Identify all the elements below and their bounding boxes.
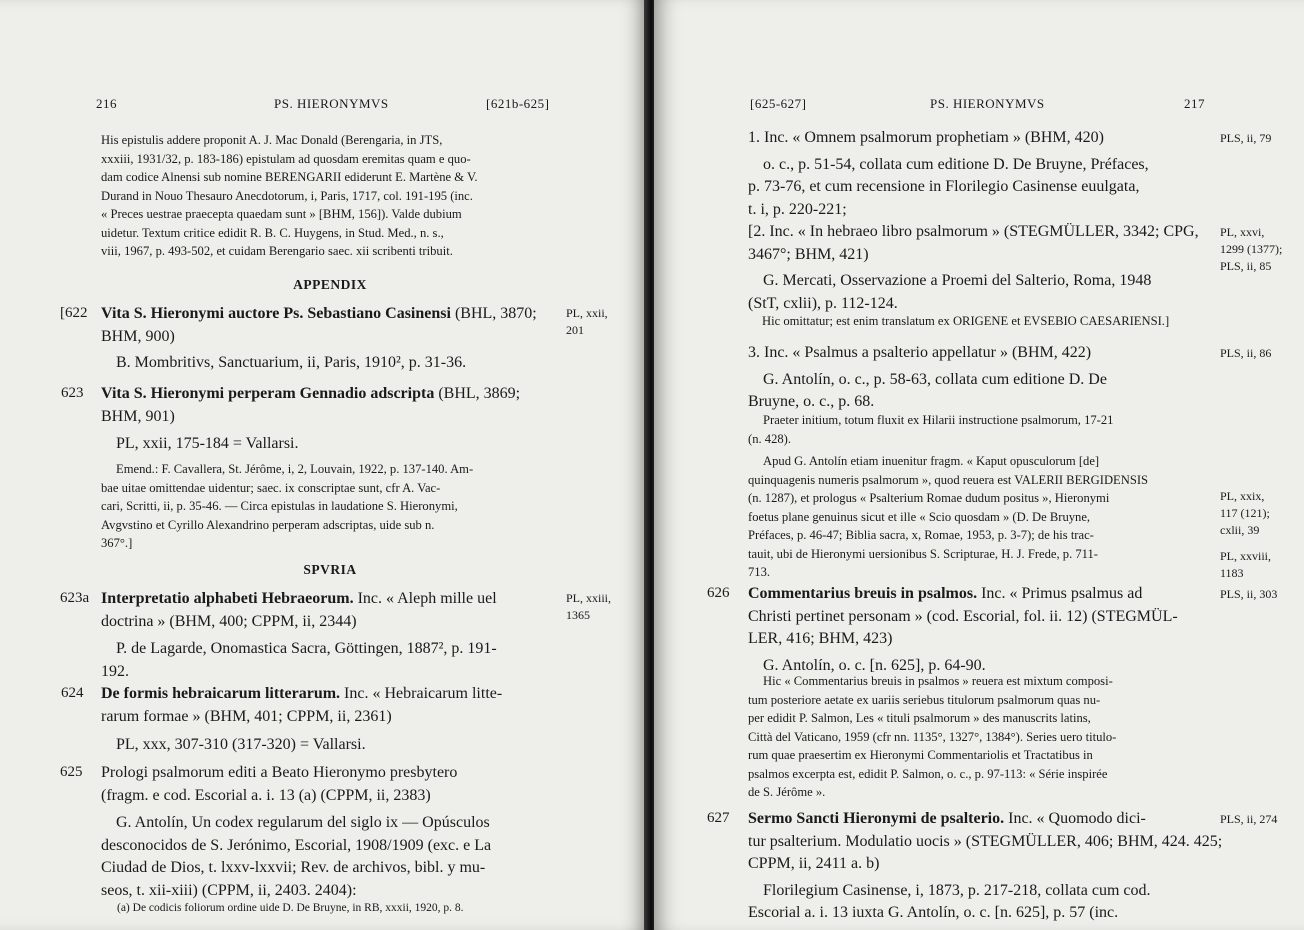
entry-reference: Escorial a. i. 13 iuxta G. Antolín, o. c. [n. 625], p. 57 (inc.: [748, 904, 1119, 921]
entry-title-line: BHM, 900): [101, 327, 175, 345]
intro-paragraph: [101, 131, 478, 261]
margin-note-626: PLS, ii, 303: [1220, 587, 1278, 601]
text-line: G. Antolín, o. c., p. 58-63, collata cum editione D. De: [763, 370, 1107, 388]
entry-626: [748, 583, 1178, 677]
entry-title-line: BHM, 901): [101, 407, 175, 425]
entry-title-line: (fragm. e cod. Escorial a. i. 13 (a) (CPPM, ii, 2383): [101, 786, 431, 804]
psalm-prologue-3: [748, 342, 1107, 414]
entry-title-line: Vita S. Hieronymi perperam Gennadio adscripta (BHL, 3869;: [101, 385, 521, 402]
text-line: (n. 428).: [748, 431, 792, 446]
entry-reference: Florilegium Casinense, i, 1873, p. 217-218, collata cum cod.: [763, 881, 1151, 899]
margin-line: 117 (121);: [1220, 506, 1270, 520]
entry-number-622: [622: [60, 305, 88, 321]
margin-line: PLS, ii, 85: [1220, 259, 1272, 273]
page-range-right: [625-627]: [750, 96, 807, 111]
text-line: de S. Jérôme ».: [748, 785, 826, 799]
entry-title-line: rarum formae » (BHM, 401; CPPM, ii, 2361): [101, 707, 392, 725]
entry-reference: PL, xxx, 307-310 (317-320) = Vallarsi.: [116, 736, 366, 753]
entry-number-627: 627: [707, 810, 730, 826]
text-line: per edidit P. Salmon, Les « tituli psalmorum » des manuscrits latins,: [748, 711, 1091, 725]
text-line: p. 73-76, et cum recensione in Florilegio Casinense euulgata,: [748, 178, 1140, 195]
margin-note-627: PLS, ii, 274: [1220, 812, 1278, 826]
entry-title-line: tur psalterium. Modulatio uocis » (STEGMÜLLER, 406; BHM, 424. 425;: [748, 832, 1223, 850]
entry-reference: seos, t. xii-xiii) (CPPM, ii, 2403. 2404):: [101, 881, 357, 899]
entry-number-625: 625: [60, 764, 83, 780]
entry-number-623: 623: [61, 385, 84, 401]
text-line: tauit, ubi de Hieronymi uersionibus S. Scripturae, H. J. Frede, p. 711-: [748, 546, 1099, 561]
entry-reference: G. Antolín, o. c. [n. 625], p. 64-90.: [763, 656, 986, 674]
margin-line: PL, xxvi,: [1220, 225, 1265, 239]
text-line: 3467°; BHM, 421): [748, 245, 869, 263]
text-line: Emend.: F. Cavallera, St. Jérôme, i, 2, Louvain, 1922, p. 137-140. Am-: [116, 462, 474, 476]
entry-title-line: Vita S. Hieronymi auctore Ps. Sebastiano Casinensi (BHL, 3870;: [101, 305, 537, 322]
text-line: cari, Scritti, ii, p. 35-46. — Circa epistulas in laudatione S. Hieronymi,: [101, 499, 458, 513]
text-line: Bruyne, o. c., p. 68.: [748, 393, 875, 410]
margin-line: cxlii, 39: [1220, 523, 1260, 537]
text-line: quinquagenis numeris psalmorum », quod reuera est VALERII BERGIDENSIS: [748, 472, 1149, 487]
entry-title-line: doctrina » (BHM, 400; CPPM, ii, 2344): [101, 612, 357, 630]
entry-title-line: Christi pertinet personam » (cod. Escorial, fol. ii. 12) (STEGMÜL-: [748, 607, 1178, 625]
text-line: Città del Vaticano, 1959 (cfr nn. 1135°, 1327°, 1384°). Series uero titulo-: [748, 729, 1117, 744]
margin-line: PL, xxii,: [566, 306, 608, 320]
margin-line: 1299 (1377);: [1220, 242, 1283, 256]
text-line: bae uitae omittendae uidentur; saec. ix conscriptae sunt, cfr A. Vac-: [101, 480, 441, 495]
text-line: Préfaces, p. 46-47; Biblia sacra, x, Romae, 1953, p. 3-7); de his trac-: [748, 528, 1094, 542]
entry-title-line: Commentarius breuis in psalmos. Inc. « Primus psalmus ad: [748, 585, 1143, 602]
margin-line: PL, xxiii,: [566, 591, 612, 605]
entry-title-line: Prologi psalmorum editi a Beato Hieronymo presbytero: [101, 764, 458, 781]
running-title-right: PS. HIERONYMVS: [930, 96, 1045, 111]
entry-reference: B. Mombritivs, Sanctuarium, ii, Paris, 1910², p. 31-36.: [116, 354, 467, 371]
text-line: Durand in Nouo Thesauro Anecdotorum, i, Paris, 1717, col. 191-195 (inc.: [101, 188, 473, 203]
margin-note-psalterium: [1220, 488, 1270, 539]
entry-624: [101, 683, 502, 757]
text-line: psalmos excerpta est, edidit P. Salmon, o. c., p. 97-113: « Série inspirée: [748, 766, 1108, 781]
entry-number-623a: 623a: [60, 590, 90, 606]
right-page: [654, 0, 1304, 930]
margin-line: 1365: [566, 608, 590, 622]
footnote: (a) De codicis foliorum ordine uide D. De Bruyne, in RB, xxxii, 1920, p. 8.: [117, 902, 464, 914]
text-line: (n. 1287), et prologus « Psalterium Romae dudum positus », Hieronymi: [748, 491, 1110, 505]
entry-reference: PL, xxii, 175-184 = Vallarsi.: [116, 435, 299, 452]
text-line: 1. Inc. « Omnem psalmorum prophetiam » (BHM, 420): [748, 129, 1104, 146]
text-line: « Preces uestrae praecepta quaedam sunt » [BHM, 156]). Valde dubium: [101, 207, 462, 221]
text-line: rum quae praesertim ex Hieronymi Commentariolis et Tractatibus in: [748, 748, 1093, 762]
page-number-left: 216: [96, 96, 117, 111]
entry-627: [748, 808, 1222, 925]
text-line: uidetur. Textum critice edidit R. B. C. Huygens, in Stud. Med., n. s.,: [101, 225, 444, 240]
psalm-prologue-2: [748, 221, 1199, 315]
text-line: t. i, p. 220-221;: [748, 200, 847, 218]
text-line: 3. Inc. « Psalmus a psalterio appellatur » (BHM, 422): [748, 344, 1092, 361]
entry-title-line: Sermo Sancti Hieronymi de psalterio. Inc. « Quomodo dici-: [748, 810, 1146, 827]
text-line: 713.: [748, 565, 771, 579]
psalm-prologue-1: [748, 127, 1149, 221]
left-page: [0, 0, 648, 930]
margin-line: 1183: [1220, 566, 1244, 580]
text-line: G. Mercati, Osservazione a Proemi del Salterio, Roma, 1948: [763, 272, 1152, 289]
text-line: viii, 1967, p. 493-502, et cuidam Berengario saec. xii scribenti tribuit.: [101, 244, 453, 258]
entry-623a: [101, 588, 497, 683]
entry-reference: desconocidos de S. Jerónimo, Escorial, 1908/1909 (exc. e La: [101, 836, 492, 854]
running-title-left: PS. HIERONYMVS: [274, 96, 389, 111]
entry-625: [101, 762, 491, 902]
text-line: (StT, cxlii), p. 112-124.: [748, 294, 898, 312]
text-line: Praeter initium, totum fluxit ex Hilarii instructione psalmorum, 17-21: [763, 413, 1114, 427]
margin-line: 201: [566, 323, 584, 337]
entry-reference: 192.: [101, 662, 129, 680]
entry-622: [101, 303, 537, 375]
entry-title-line: Interpretatio alphabeti Hebraeorum. Inc. « Aleph mille uel: [101, 590, 497, 607]
text-line: Hic « Commentarius breuis in psalmos » reuera est mixtum composi-: [763, 674, 1113, 688]
margin-note-prologue-2: [1220, 224, 1282, 275]
omission-note: Hic omittatur; est enim translatum ex ORIGENE et EVSEBIO CAESARIENSI.]: [762, 314, 1170, 328]
entry-626-note: [748, 672, 1116, 802]
entry-title-line: CPPM, ii, 2411 a. b): [748, 855, 880, 872]
margin-note-scio: [1220, 548, 1271, 582]
margin-line: PL, xxviii,: [1220, 549, 1272, 563]
entry-number-624: 624: [61, 685, 84, 701]
entry-title-line: De formis hebraicarum litterarum. Inc. « Hebraicarum litte-: [101, 685, 503, 702]
page-number-right: 217: [1184, 96, 1205, 111]
entry-reference: G. Antolín, Un codex regularum del siglo ix — Opúsculos: [116, 814, 490, 831]
text-line: tum posteriore aetate ex uariis seriebus titulorum psalmorum quas nu-: [748, 692, 1101, 707]
appendix-heading: APPENDIX: [293, 277, 367, 292]
entry-623: [101, 383, 520, 456]
text-line: dam codice Alnensi sub nomine BERENGARII ediderunt E. Martène & V.: [101, 170, 478, 184]
entry-number-626: 626: [707, 585, 730, 601]
text-line: o. c., p. 51-54, collata cum editione D. De Bruyne, Préfaces,: [763, 155, 1149, 173]
entry-reference: P. de Lagarde, Onomastica Sacra, Göttingen, 1887², p. 191-: [116, 640, 497, 657]
spuria-heading: SPVRIA: [303, 562, 357, 577]
prologue-3-note: [748, 411, 1148, 582]
margin-note-prologue-1: PLS, ii, 79: [1220, 131, 1272, 145]
text-line: foetus plane genuinus sicut et ille « Scio quosdam » (D. De Bruyne,: [748, 509, 1091, 524]
emendation-note: [101, 460, 474, 553]
text-line: Apud G. Antolín etiam inuenitur fragm. « Kaput opusculorum [de]: [763, 454, 1100, 468]
entry-title-line: LER, 416; BHM, 423): [748, 630, 893, 647]
margin-note-622: [566, 305, 608, 339]
entry-reference: Ciudad de Dios, t. lxxv-lxxvii; Rev. de archivos, bibl. y mu-: [101, 859, 486, 876]
text-line: Avgvstino et Cyrillo Alexandrino perperam adscriptas, uide sub n.: [101, 517, 435, 532]
text-line: 367°.]: [101, 536, 133, 550]
margin-note-623a: [566, 590, 611, 624]
text-line: His epistulis addere proponit A. J. Mac Donald (Berengaria, in JTS,: [101, 133, 443, 147]
text-line: [2. Inc. « In hebraeo libro psalmorum » (STEGMÜLLER, 3342; CPG,: [748, 223, 1199, 240]
margin-line: PL, xxix,: [1220, 489, 1265, 503]
text-line: xxxiii, 1931/32, p. 183-186) epistulam ad quosdam eremitas quam e quo-: [101, 151, 471, 166]
margin-note-prologue-3: PLS, ii, 86: [1220, 346, 1272, 360]
page-range-left: [621b-625]: [486, 96, 550, 111]
